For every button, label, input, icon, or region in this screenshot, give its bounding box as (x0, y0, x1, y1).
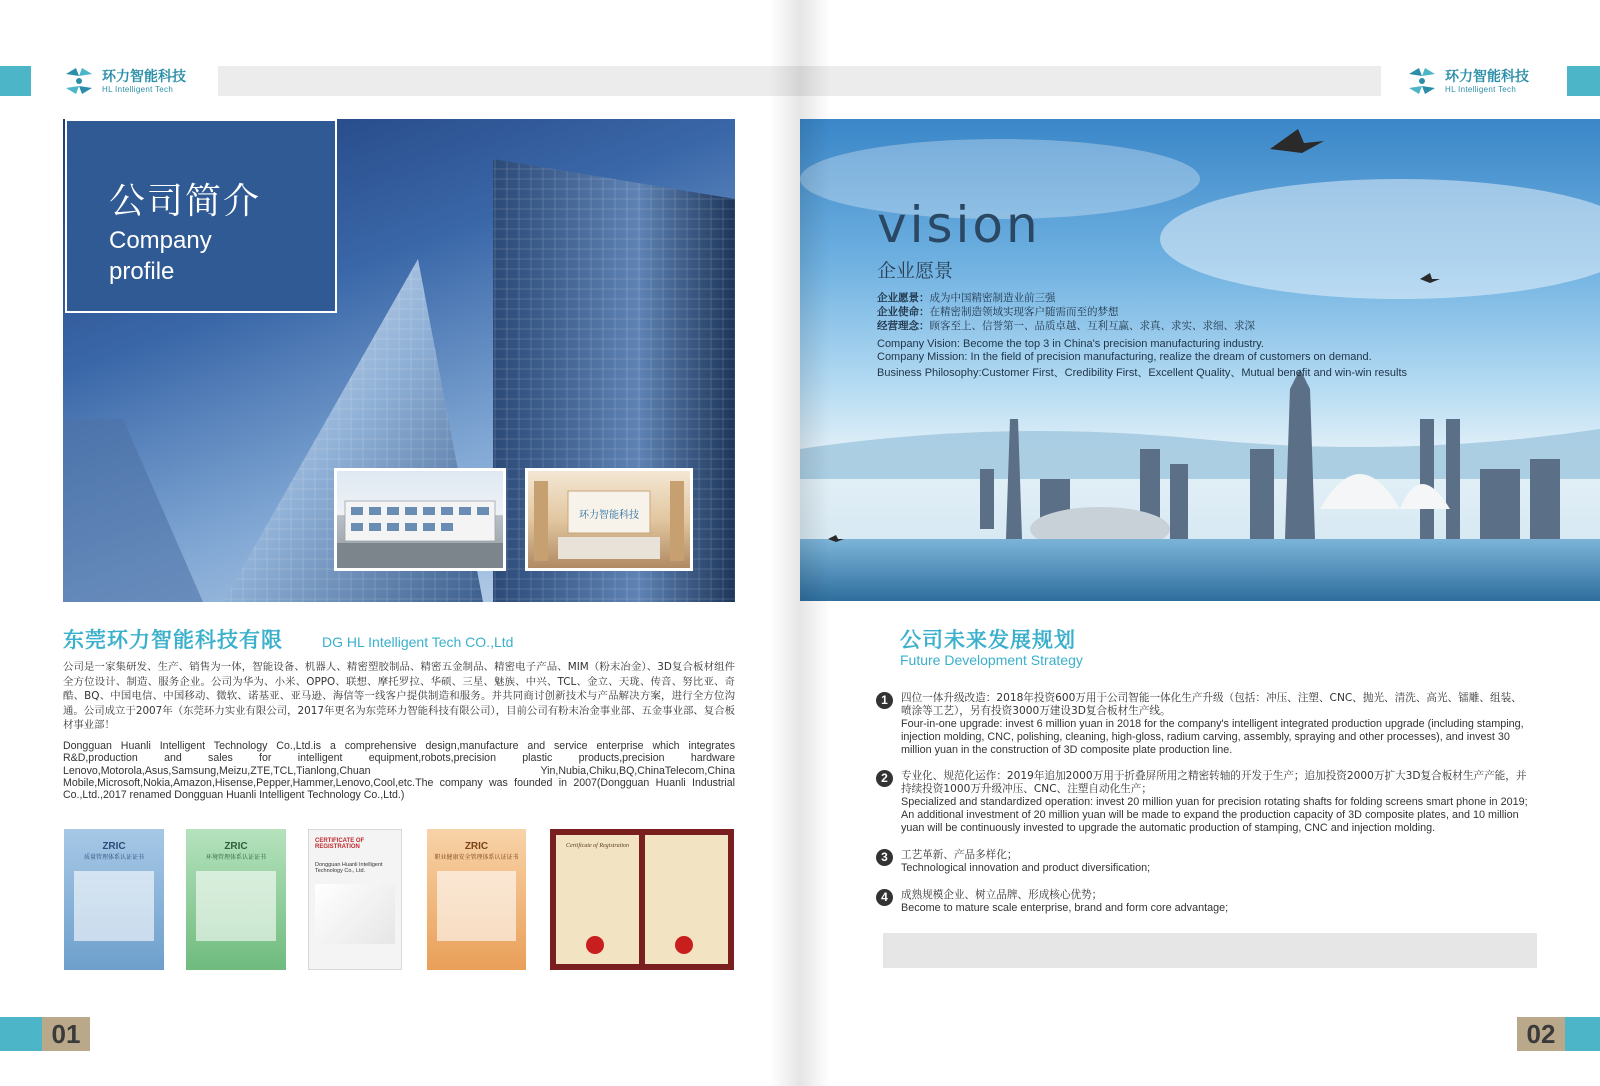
logo-name-en: HL Intelligent Tech (1445, 84, 1517, 94)
plan-text-en: Technological innovation and product diversification; (901, 862, 1151, 874)
title-en-line2: profile (109, 258, 175, 285)
plan-text-cn: 专业化、规范化运作：2019年追加2000万用于折叠屏所用之精密转轴的开发于生产；追加投资2000万扩大3D复合板材生产产能，并持续投资1000万升级冲压、CNC、注塑自动化生产； (901, 770, 1527, 795)
plan-text-en: Specialized and standardized operation: invest 20 million yuan for precision rotating shafts for folding screens smart phone in 2019; An additional investment of 20 million yuan will be made to expand the production capacity of 3D composite plates, and 10 million yuan will be continuously invested to upgrade the automatic production of stamping, CNC and injection molding. (901, 796, 1528, 834)
certificate-quality (64, 829, 164, 970)
factory-illustration (337, 471, 503, 568)
seal-icon (586, 936, 604, 954)
philosophy-line-label: 经营理念： (877, 320, 930, 332)
plan-text-cn: 工艺革新、产品多样化； (901, 849, 1018, 861)
page-number-right: 02 (1517, 1017, 1565, 1051)
logo-mark-icon (1405, 64, 1439, 98)
cert-logo: ZRIC (464, 841, 489, 852)
plan-text-en: Become to mature scale enterprise, brand and form core advantage; (901, 902, 1229, 914)
philosophy-line (877, 318, 1255, 333)
certificate-occupational-health (427, 829, 526, 970)
mission-line (877, 304, 1119, 319)
header-bar (218, 66, 1381, 96)
framed-cert-left (556, 835, 639, 964)
vision-line-label: 企业愿景： (877, 292, 930, 304)
plan-number-badge: 1 (876, 692, 893, 709)
company-name-en: DG HL Intelligent Tech CO.,Ltd (322, 634, 514, 650)
logo-name-cn: 环力智能科技 (102, 68, 186, 85)
right-grey-bar (883, 933, 1537, 968)
logo-mark-icon (62, 64, 96, 98)
cert-body (74, 871, 154, 941)
cert-body (315, 884, 395, 944)
logo-name-cn: 环力智能科技 (1445, 68, 1529, 85)
right-footer-tab (1565, 1017, 1600, 1051)
vision-en-line: Company Vision: Become the top 3 in China's precision manufacturing industry. (877, 338, 1264, 350)
philosophy-en-line: Business Philosophy:Customer First、Credibility First、Excellent Quality、Mutual benefit and win-win results (877, 367, 1408, 379)
mission-en-line: Company Mission: In the field of precision manufacturing, realize the dream of customers on demand. (877, 351, 1372, 363)
reception-lobby-photo (525, 468, 693, 571)
vision-heading: vision (877, 196, 1041, 254)
plan-number-badge: 4 (876, 889, 893, 906)
mission-line-text: 在精密制造领域实现客户随需而至的梦想 (929, 306, 1119, 318)
plan-text-en: Four-in-one upgrade: invest 6 million yuan in 2018 for the company's intelligent integrated production upgrade (including stamping, injection molding, CNC, polishing, cleaning, high-gloss, radium carving, assembly, spraying and other processes), and invest 30 million yuan in the construction of 3D composite plate production line. (901, 718, 1524, 756)
left-header-tab (0, 66, 31, 96)
left-footer-tab (0, 1017, 42, 1051)
plan-text-cn: 四位一体升级改造：2018年投资600万用于公司智能一体化生产升级（包括：冲压、注塑、CNC、抛光、清洗、高光、镭雕、组装、喷涂等工艺），另有投资3000万建设3D复合板材生产线。 (901, 692, 1522, 717)
right-header-tab (1567, 66, 1600, 96)
cert-title: 环境管理体系认证证书 (205, 854, 266, 861)
lobby-illustration (528, 471, 690, 568)
framed-cert-pages (556, 835, 728, 964)
cert-title: 质量管理体系认证证书 (83, 854, 144, 861)
intro-en-paragraph: Dongguan Huanli Intelligent Technology Co.,Ltd.is a comprehensive design,manufacture and service enterprise which integrates R&D,production and sales for intelligent equipment,robots,precision plastic products,precision hardware Lenovo,Motorola,Asus,Samsung,Meizu,ZTE,TCL,Tianlong,Chuan Yin,Nubia,Chiku,BQ,ChinaTelecom,China Mobile,Microsoft,Nokia,Amazon,Hisense,Pepper,Hammer,Lenovo,Cool,etc.The company was founded in 2007(Dongguan Huanli Industrial Co.,Ltd.,2017 renamed Dongguan Huanli Intelligent Technology Co.,Ltd.) (63, 740, 735, 802)
cert-title: 职业健康安全管理体系认证证书 (434, 854, 519, 861)
title-cn: 公司简介 (109, 181, 262, 222)
title-en-line1: Company (109, 227, 212, 254)
lobby-sign-text: 环力智能科技 (579, 510, 639, 521)
framed-cert-right (645, 835, 728, 964)
certificate-of-registration-framed (550, 829, 734, 970)
page-number-left: 01 (42, 1017, 90, 1051)
left-logo (62, 64, 186, 98)
mission-line-label: 企业使命： (877, 306, 930, 318)
philosophy-line-text: 顾客至上、信誉第一、品质卓越、互利互赢、求真、求实、求细、求深 (929, 320, 1255, 332)
eagle-icon (1270, 129, 1324, 153)
cert-title: Dongguan Huanli Intelligent Technology Co., Ltd. (315, 862, 383, 874)
future-heading-cn: 公司未来发展规划 (900, 628, 1076, 652)
company-name-cn: 东莞环力智能科技有限 (63, 628, 283, 652)
plan-number-badge: 2 (876, 770, 893, 787)
title-en (109, 225, 212, 287)
vision-line (877, 290, 1056, 305)
vision-line-text: 成为中国精密制造业前三强 (929, 292, 1056, 304)
certificate-environment (186, 829, 286, 970)
cert-body (437, 871, 516, 941)
cert-logo: Certificate of Registration (566, 843, 629, 849)
vision-heading-cn: 企业愿景 (877, 260, 954, 282)
intro-cn-paragraph: 公司是一家集研发、生产、销售为一体，智能设备、机器人、精密塑胶制品、精密五金制品、精密电子产品、MIM（粉末冶金）、3D复合板材组件全方位设计、制造、服务企业。公司为华为、小米、OPPO、联想、摩托罗拉、华硕、三星、魅族、中兴、TCL、金立、天珑、传音、努比亚、奇酷、BQ、中国电信、中国移动、微软、诺基亚、亚马逊、海信等一线客户提供制造和服务。并共同商讨创新技术与产品解决方案，进行全方位沟通。公司成立于2007年（东莞环力实业有限公司，2017年更名为东莞环力智能科技有限公司），目前公司有粉末冶金事业部、五金事业部、复合板材事业部！ (63, 661, 735, 732)
company-profile-title-box (65, 119, 337, 313)
cert-logo: ZRIC (224, 841, 248, 852)
cert-logo: ZRIC (102, 841, 126, 852)
plan-number-badge: 3 (876, 849, 893, 866)
seal-icon (675, 936, 693, 954)
plan-text-cn: 成熟规模企业、树立品牌、形成核心优势； (901, 889, 1103, 901)
factory-building-photo (334, 468, 506, 571)
cert-logo: CERTIFICATE OF REGISTRATION (315, 838, 365, 850)
logo-name-en: HL Intelligent Tech (102, 84, 174, 94)
certificate-registration-sai (308, 829, 402, 970)
future-heading-en: Future Development Strategy (900, 652, 1083, 668)
cert-body (196, 871, 276, 941)
right-logo (1405, 64, 1529, 98)
